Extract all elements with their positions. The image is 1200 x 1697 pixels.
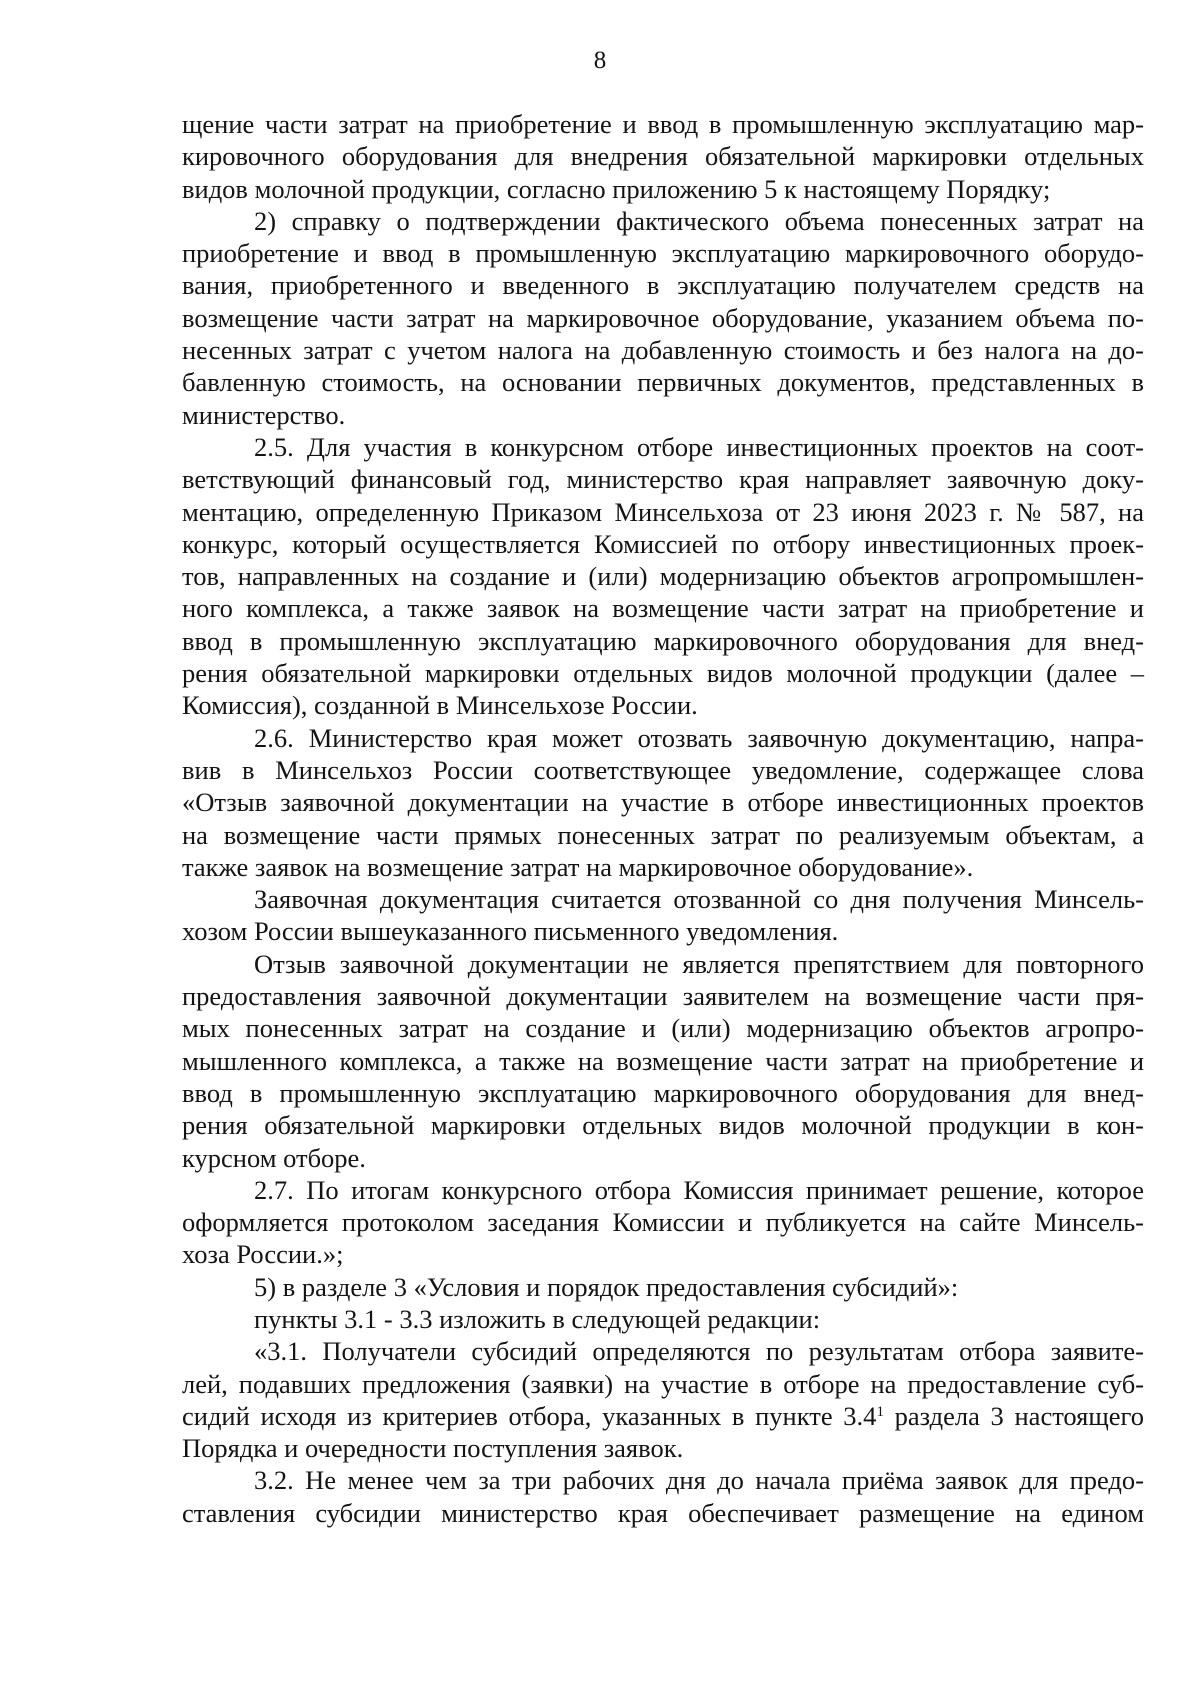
- text-line: конкурс, который осуществляется Комиссией по отбору инвестиционных проек-: [182, 528, 1144, 559]
- page-number: 8: [593, 47, 607, 74]
- text-line: предоставления заявочной документации заявителем на возмещение части пря-: [182, 981, 1144, 1012]
- text-line: Порядка и очередности поступления заявок.: [182, 1433, 684, 1464]
- text-line: на возмещение части прямых понесенных затрат по реализуемым объектам, а: [182, 819, 1144, 850]
- footnote-superscript: 1: [876, 1403, 884, 1420]
- text-line: «Отзыв заявочной документации на участие в отборе инвестиционных проектов: [182, 787, 1144, 818]
- text-line: ввод в промышленную эксплуатацию маркировочного оборудования для внед-: [182, 625, 1144, 656]
- text-line: курсном отборе.: [182, 1142, 366, 1173]
- text-line: также заявок на возмещение затрат на маркировочное оборудование».: [182, 851, 974, 882]
- text-line: приобретение и ввод в промышленную эксплуатацию маркировочного оборудо-: [182, 238, 1144, 269]
- text-line: «3.1. Получатели субсидий определяются по результатам отбора заявите-: [254, 1336, 1144, 1367]
- text-line: министерство.: [182, 399, 346, 430]
- text-line: сидий исходя из критериев отбора, указанных в пункте $3.4^1$ раздела 3 настоящего: [182, 1400, 1144, 1431]
- text-line: 2) справку о подтверждении фактического объема понесенных затрат на: [254, 205, 1144, 236]
- text-line: Заявочная документация считается отозванной со дня получения Минсель-: [254, 884, 1144, 915]
- text-line: рения обязательной маркировки отдельных видов молочной продукции (далее –: [182, 658, 1144, 689]
- text-line: Отзыв заявочной документации не является препятствием для повторного: [254, 948, 1144, 979]
- text-line: кировочного оборудования для внедрения обязательной маркировки отдельных: [182, 141, 1144, 172]
- text-line: щение части затрат на приобретение и ввод в промышленную эксплуатацию мар-: [182, 109, 1144, 139]
- text-line: возмещение части затрат на маркировочное оборудование, указанием объема по-: [182, 302, 1144, 333]
- text-line: 2.5. Для участия в конкурсном отборе инвестиционных проектов на соот-: [254, 431, 1144, 462]
- text-line: 3.2. Не менее чем за три рабочих дня до начала приёма заявок для предо-: [254, 1465, 1144, 1496]
- text-line: тов, направленных на создание и (или) модернизацию объектов агропромышлен-: [182, 561, 1144, 592]
- text-line: 2.7. По итогам конкурсного отбора Комиссия принимает решение, которое: [254, 1174, 1144, 1205]
- text-line: ставления субсидии министерство края обеспечивает размещение на едином: [182, 1497, 1144, 1528]
- text-line: ввод в промышленную эксплуатацию маркировочного оборудования для внед-: [182, 1077, 1144, 1108]
- text-line: оформляется протоколом заседания Комиссии и публикуется на сайте Минсель-: [182, 1207, 1144, 1238]
- text-line: хозом России вышеуказанного письменного уведомления.: [182, 916, 839, 947]
- text-line: видов молочной продукции, согласно приложению 5 к настоящему Порядку;: [182, 173, 1051, 204]
- text-line: бавленную стоимость, на основании первичных документов, представленных в: [182, 367, 1144, 398]
- text-line: 5) в разделе 3 «Условия и порядок предоставления субсидий»:: [254, 1271, 959, 1302]
- document-body: [182, 108, 1144, 1529]
- text-line: Комиссия), созданной в Минсельхозе России.: [182, 690, 698, 721]
- text-line: 2.6. Министерство края может отозвать заявочную документацию, напра-: [254, 722, 1144, 753]
- text-line: несенных затрат с учетом налога на добавленную стоимость и без налога на до-: [182, 335, 1144, 366]
- text-line: ментацию, определенную Приказом Минсельхоза от 23 июня 2023 г. № 587, на: [182, 496, 1144, 527]
- text-line: мых понесенных затрат на создание и (или) модернизацию объектов агропро-: [182, 1013, 1144, 1044]
- text-line: вив в Минсельхоз России соответствующее уведомление, содержащее слова: [182, 754, 1144, 785]
- text-line: рения обязательной маркировки отдельных видов молочной продукции в кон-: [182, 1110, 1144, 1141]
- text-line: хоза России.»;: [182, 1239, 344, 1270]
- text-line: лей, подавших предложения (заявки) на участие в отборе на предоставление суб-: [182, 1368, 1144, 1399]
- text-line: вания, приобретенного и введенного в эксплуатацию получателем средств на: [182, 270, 1144, 301]
- text-line: ного комплекса, а также заявок на возмещение части затрат на приобретение и: [182, 593, 1144, 624]
- text-line: пункты 3.1 - 3.3 изложить в следующей редакции:: [254, 1303, 821, 1334]
- text-line: ветствующий финансовый год, министерство края направляет заявочную доку-: [182, 464, 1144, 495]
- text-line: мышленного комплекса, а также на возмещение части затрат на приобретение и: [182, 1045, 1144, 1076]
